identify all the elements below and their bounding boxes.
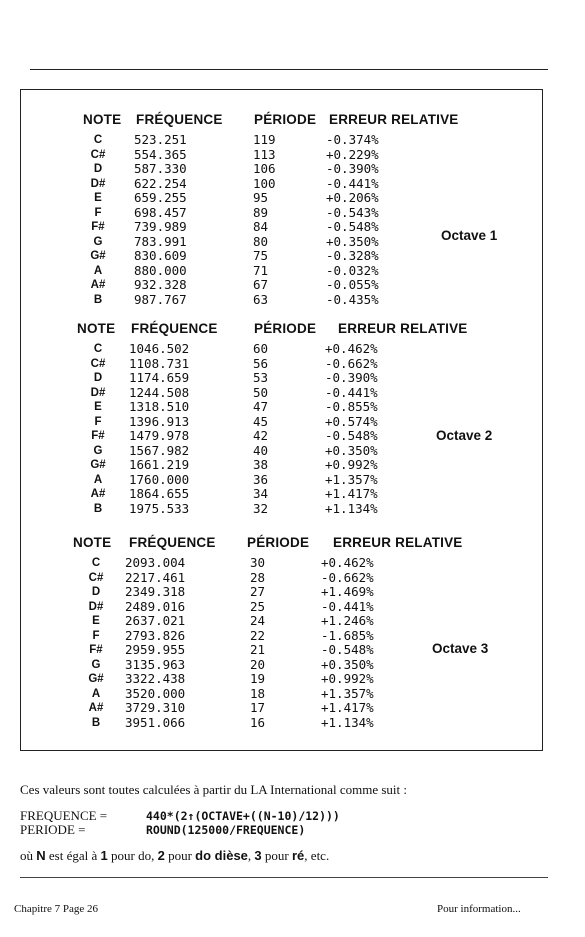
periode-cell: 38 [253,457,269,472]
frequence-cell: 1396.913 [129,413,190,429]
erreur-cell: +0.350% [325,442,378,458]
periode-cell: 19 [250,671,266,686]
frequence-cell: 622.254 [134,175,187,191]
frequence-cell: 1567.982 [129,442,190,458]
note-cell: C [93,343,103,355]
periode-cell: 18 [250,685,266,701]
table-row [21,191,542,206]
frequence-cell: 523.251 [134,132,187,147]
octave-label: Octave 3 [432,641,489,656]
erreur-cell: -0.390% [326,161,379,176]
erreur-cell: +1.246% [321,613,374,628]
note-cell: D# [88,600,104,613]
table-row [21,556,542,571]
frequence-cell: 2637.021 [125,613,186,628]
note-explanation: où N est égal à 1 pour do, 2 pour do dièse, 3 pour ré, etc. [20,848,330,863]
erreur-cell: -0.435% [326,291,379,307]
header-frequence: FRÉQUENCE [136,112,223,127]
top-rule [30,69,548,70]
table-row [21,444,542,459]
note-cell: G [93,235,103,248]
note-cell: C# [90,148,106,161]
note-cell: A# [90,488,106,500]
periode-cell: 95 [253,190,269,205]
note-cell: C# [88,571,104,584]
erreur-cell: +1.417% [321,700,374,715]
note-cell: D [91,586,101,598]
table-row [21,249,542,264]
table-row [21,342,542,357]
erreur-cell: +0.229% [326,146,379,162]
formula-periode: ROUND(125000/FREQUENCE) [146,823,306,837]
table-row [21,371,542,386]
frequence-cell: 1318.510 [129,399,190,414]
note-cell: G [93,444,103,457]
erreur-cell: +0.462% [325,341,378,356]
periode-cell: 34 [253,486,269,501]
frequence-cell: 932.328 [134,277,187,292]
header-erreur-relative: ERREUR RELATIVE [329,112,459,127]
frequence-cell: 1244.508 [129,384,190,400]
table-row [21,458,542,473]
formula-frequence-label: FREQUENCE = [20,808,108,823]
note-cell: G# [90,250,106,262]
table-row [21,487,542,502]
note-cell: C [91,557,101,569]
table-row [21,293,542,308]
erreur-cell: +0.992% [325,457,378,472]
bottom-rule [20,877,548,878]
periode-cell: 53 [253,370,269,385]
header-erreur-relative: ERREUR RELATIVE [333,535,463,550]
periode-cell: 32 [253,500,269,516]
table-row [21,357,542,372]
table-row [21,148,542,163]
periode-cell: 30 [250,555,266,570]
erreur-cell: +1.134% [325,500,378,516]
table-row [21,701,542,716]
erreur-cell: +0.574% [325,413,378,429]
erreur-cell: -0.548% [325,428,378,443]
frequence-cell: 1479.978 [129,428,190,443]
periode-cell: 28 [250,569,266,585]
periode-cell: 47 [253,399,269,414]
header-note: NOTE [83,112,122,127]
frequence-cell: 2793.826 [125,627,186,643]
table-row [21,585,542,600]
periode-cell: 20 [250,656,266,672]
header-erreur-relative: ERREUR RELATIVE [338,321,468,336]
frequence-cell: 1975.533 [129,500,190,516]
footer-chapter-page: Chapitre 7 Page 26 [14,903,99,915]
frequence-cell: 3520.000 [125,685,186,701]
periode-cell: 63 [253,291,269,307]
erreur-cell: -1.685% [321,627,374,643]
frequence-cell: 880.000 [134,262,187,278]
table-row [21,473,542,488]
periode-cell: 42 [253,428,269,443]
table-row [21,386,542,401]
periode-cell: 89 [253,204,269,220]
note-cell: C [93,134,103,146]
note-cell: A [93,264,103,277]
frequence-cell: 3322.438 [125,671,186,686]
octave-label: Octave 1 [441,228,498,243]
note-cell: E [94,401,102,413]
note-cell: B [93,293,103,306]
note-cell: D# [90,386,106,399]
frequence-cell: 2093.004 [125,555,186,570]
frequence-cell: 3951.066 [125,714,186,730]
erreur-cell: +1.469% [321,584,374,599]
periode-cell: 45 [253,413,269,429]
note-cell: D [93,372,103,384]
periode-cell: 71 [253,262,269,278]
erreur-cell: +0.462% [321,555,374,570]
erreur-cell: -0.662% [321,569,374,585]
note-cell: A [91,687,101,700]
table-row [21,206,542,221]
header-note: NOTE [77,321,116,336]
formula-frequence: 440*(2↑(OCTAVE+((N-10)/12))) [146,809,340,823]
frequence-cell: 587.330 [134,161,187,176]
table-row [21,177,542,192]
erreur-cell: +0.206% [326,190,379,205]
note-cell: A# [90,279,106,291]
frequence-cell: 830.609 [134,248,187,263]
periode-cell: 84 [253,219,269,234]
octave-label: Octave 2 [436,428,493,443]
note-cell: F [92,629,100,642]
erreur-cell: +1.357% [325,471,378,487]
periode-cell: 27 [250,584,266,599]
periode-cell: 80 [253,233,269,249]
erreur-cell: -0.055% [326,277,379,292]
erreur-cell: -0.543% [326,204,379,220]
frequence-cell: 1174.659 [129,370,190,385]
frequence-cell: 1046.502 [129,341,190,356]
note-cell: A# [88,702,104,714]
periode-cell: 36 [253,471,269,487]
periode-cell: 119 [253,132,276,147]
header-frequence: FRÉQUENCE [129,535,216,550]
frequence-cell: 2959.955 [125,642,186,657]
note-cell: F# [89,644,103,656]
note-cell: F# [91,221,105,233]
intro-text: Ces valeurs sont toutes calculées à partir du LA International comme suit : [20,782,408,797]
note-cell: G# [88,673,104,685]
header-periode: PÉRIODE [254,321,317,336]
erreur-cell: -0.548% [326,219,379,234]
periode-cell: 106 [253,161,276,176]
table-row [21,278,542,293]
note-cell: C# [90,357,106,370]
frequence-cell: 554.365 [134,146,187,162]
erreur-cell: -0.441% [326,175,379,191]
table-row [21,614,542,629]
header-frequence: FRÉQUENCE [131,321,218,336]
frequence-cell: 2349.318 [125,584,186,599]
erreur-cell: -0.441% [321,598,374,614]
note-cell: B [93,502,103,515]
note-cell: B [91,716,101,729]
frequence-cell: 2217.461 [125,569,186,585]
frequency-table [20,89,543,751]
periode-cell: 56 [253,355,269,371]
frequence-cell: 1108.731 [129,355,190,371]
erreur-cell: +0.350% [321,656,374,672]
frequence-cell: 1661.219 [129,457,190,472]
table-row [21,716,542,731]
note-cell: D# [90,177,106,190]
frequence-cell: 2489.016 [125,598,186,614]
note-cell: G [91,658,101,671]
note-cell: F# [91,430,105,442]
table-row [21,658,542,673]
frequence-cell: 698.457 [134,204,187,220]
table-row [21,502,542,517]
periode-cell: 50 [253,384,269,400]
periode-cell: 22 [250,627,266,643]
table-row [21,162,542,177]
header-periode: PÉRIODE [247,535,310,550]
periode-cell: 75 [253,248,269,263]
table-row [21,415,542,430]
table-row [21,687,542,702]
note-cell: A [93,473,103,486]
note-cell: E [94,192,102,204]
frequence-cell: 1864.655 [129,486,190,501]
periode-cell: 60 [253,341,269,356]
footer-note: Pour information... [437,903,521,915]
periode-cell: 100 [253,175,276,191]
erreur-cell: -0.548% [321,642,374,657]
erreur-cell: +0.350% [326,233,379,249]
erreur-cell: -0.390% [325,370,378,385]
erreur-cell: -0.374% [326,132,379,147]
erreur-cell: -0.032% [326,262,379,278]
note-cell: D [93,163,103,175]
periode-cell: 67 [253,277,269,292]
table-row [21,672,542,687]
note-cell: G# [90,459,106,471]
table-row [21,264,542,279]
formula-periode-label: PERIODE = [20,822,86,837]
frequence-cell: 739.989 [134,219,187,234]
periode-cell: 16 [250,714,266,730]
frequence-cell: 3729.310 [125,700,186,715]
note-cell: F [94,206,102,219]
periode-cell: 25 [250,598,266,614]
frequence-cell: 783.991 [134,233,187,249]
erreur-cell: +1.134% [321,714,374,730]
frequence-cell: 987.767 [134,291,187,307]
erreur-cell: -0.855% [325,399,378,414]
frequence-cell: 3135.963 [125,656,186,672]
frequence-cell: 1760.000 [129,471,190,487]
header-note: NOTE [73,535,112,550]
frequence-cell: 659.255 [134,190,187,205]
table-row [21,400,542,415]
note-cell: E [92,615,100,627]
periode-cell: 113 [253,146,276,162]
periode-cell: 24 [250,613,266,628]
header-periode: PÉRIODE [254,112,317,127]
erreur-cell: +0.992% [321,671,374,686]
erreur-cell: -0.328% [326,248,379,263]
erreur-cell: +1.417% [325,486,378,501]
periode-cell: 40 [253,442,269,458]
periode-cell: 17 [250,700,266,715]
erreur-cell: -0.662% [325,355,378,371]
note-cell: F [94,415,102,428]
table-row [21,571,542,586]
table-row [21,133,542,148]
erreur-cell: +1.357% [321,685,374,701]
table-row [21,600,542,615]
erreur-cell: -0.441% [325,384,378,400]
periode-cell: 21 [250,642,266,657]
